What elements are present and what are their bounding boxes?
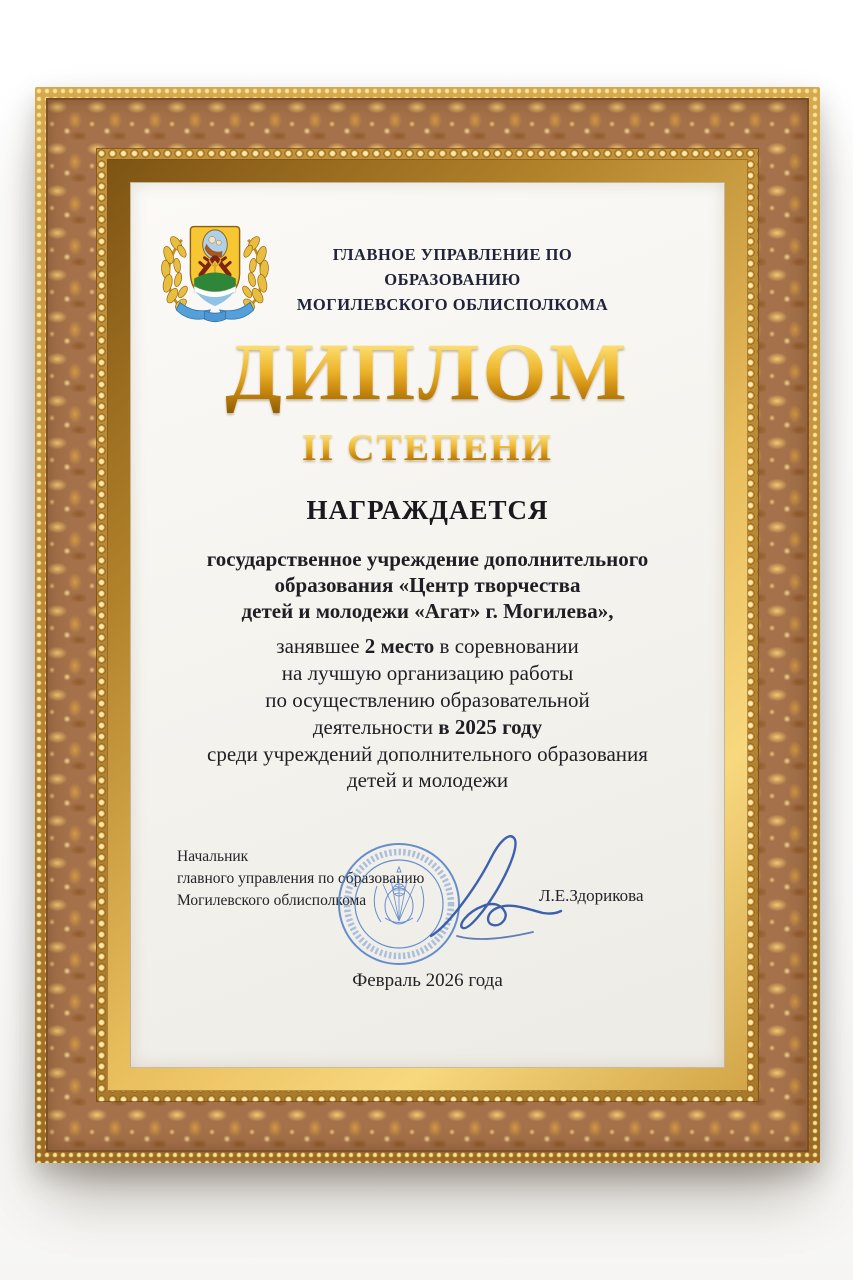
award-line5: среди учреждений дополнительного образования — [207, 741, 648, 766]
signer-name: Л.Е.Здорикова — [539, 886, 644, 906]
award-line1-pre: занявшее — [276, 634, 365, 659]
issue-date: Февраль 2026 года — [352, 970, 503, 992]
frame-bead-ring — [96, 148, 759, 1102]
issuer-name — [277, 243, 628, 317]
official-position-line1: Начальник — [177, 848, 249, 866]
award-line1-post: в соревновании — [434, 634, 579, 659]
official-position-line3: Могилевского облисполкома — [177, 892, 367, 910]
award-line3: по осуществлению образовательной — [265, 687, 590, 712]
frame-ornate-band — [46, 98, 809, 1152]
diploma-paper — [130, 182, 725, 1068]
diploma-degree: II СТЕПЕНИ — [131, 429, 724, 467]
picture-frame — [35, 87, 820, 1163]
award-description — [131, 633, 724, 794]
award-line1 — [131, 633, 724, 660]
signature-block — [131, 840, 724, 970]
official-position-line2: главного управления по образованию — [177, 870, 425, 888]
diploma-title: ДИПЛОМ — [131, 331, 724, 413]
belarus-state-emblem-stamp-icon — [339, 844, 459, 964]
award-place: 2 место — [364, 634, 435, 659]
recipient-line2: образования «Центр творчества — [274, 573, 581, 598]
award-line4-pre: деятельности — [312, 714, 439, 739]
mogilev-region-coat-of-arms-icon — [153, 219, 277, 325]
award-line6: детей и молодежи — [346, 768, 509, 793]
award-line2: на лучшую организацию работы — [281, 660, 574, 685]
issuer-line2: МОГИЛЕВСКОГО ОБЛИСПОЛКОМА — [296, 294, 609, 314]
recipient-line3: детей и молодежи «Агат» г. Могилева», — [241, 599, 614, 624]
frame-inner-slope — [107, 159, 748, 1091]
award-year: в 2025 году — [438, 714, 543, 739]
issuer-line1: ГЛАВНОЕ УПРАВЛЕНИЕ ПО ОБРАЗОВАНИЮ — [332, 245, 573, 289]
recipient-name — [131, 546, 724, 624]
award-line4 — [131, 714, 724, 741]
recipient-line1: государственное учреждение дополнительного — [206, 547, 649, 571]
awarded-label: НАГРАЖДАЕТСЯ — [306, 495, 549, 525]
diploma-header — [131, 219, 724, 325]
official-stamp-and-signature — [281, 824, 581, 988]
